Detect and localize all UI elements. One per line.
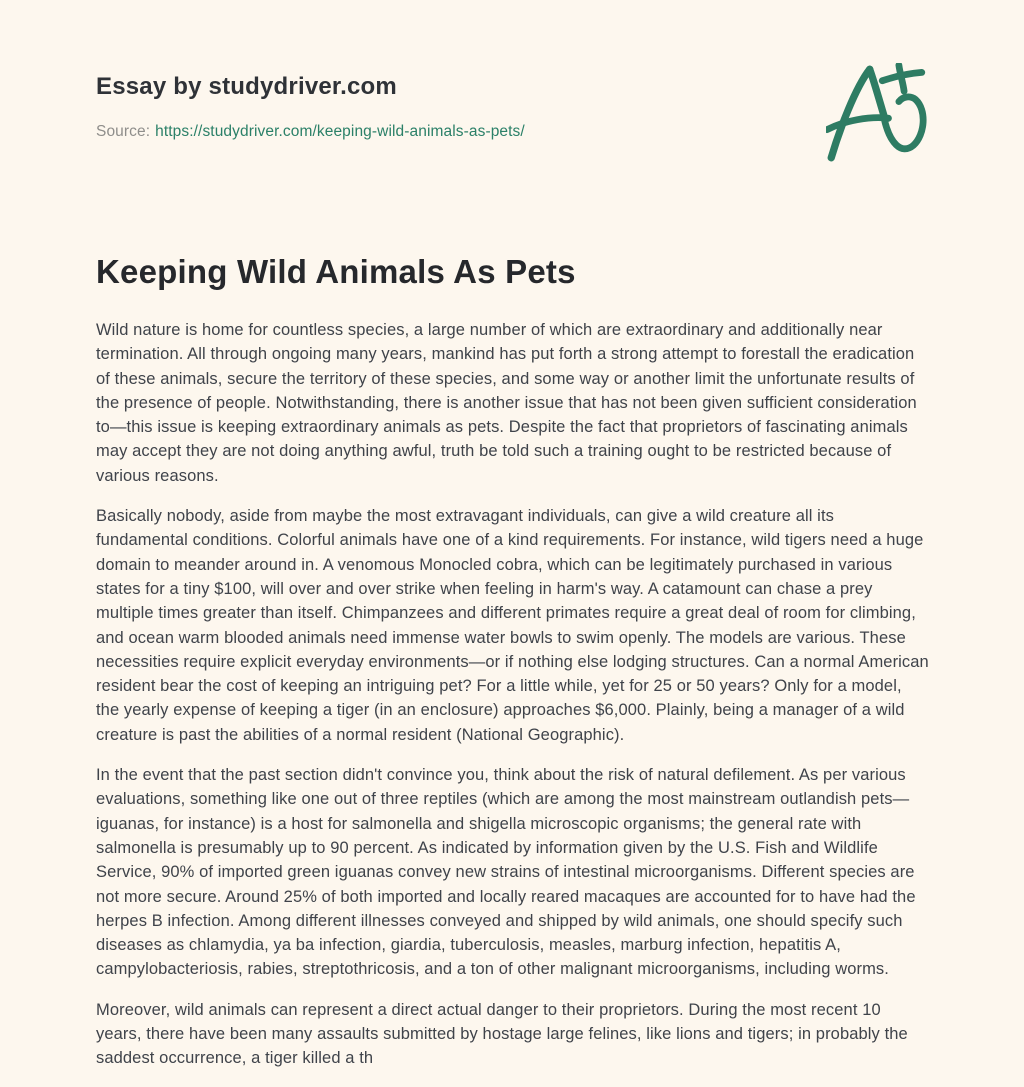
page-title: Keeping Wild Animals As Pets [96,253,576,290]
essay-paragraph-3: In the event that the past section didn't convince you, think about the risk of natural defilement. As per various evaluations, something like one out of three reptiles (which are among the most mainstream outlandish pets—iguanas, for instance) is a host for salmonella and shigella microscopic organisms; the general rate with salmonella is presumably up to 90 percent. As indicated by information given by the U.S. Fish and Wildlife Service, 90% of imported green iguanas convey new strains of intestinal microorganisms. Different species are not more secure. Around 25% of both imported and locally reared macaques are accounted for to have had the herpes B infection. Among different illnesses conveyed and shipped by wild animals, one should specify such diseases as chlamydia, ya ba infection, giardia, tuberculosis, measles, marburg infection, hepatitis A, campylobacteriosis, rabies, streptothricosis, and a ton of other malignant microorganisms, including worms. [96,766,916,979]
essay-paragraph-1: Wild nature is home for countless species, a large number of which are extraordinary and additionally near termination. All through ongoing many years, mankind has put forth a strong attempt to forestall the eradication of these animals, secure the territory of these species, and some way or another limit the unfortunate results of the presence of people. Notwithstanding, there is another issue that has not been given sufficient consideration to—this issue is keeping extraordinary animals as pets. Despite the fact that proprietors of fascinating animals may accept they are not doing anything awful, truth be told such a training ought to be restricted because of various reasons. [96,321,917,485]
source-url-link[interactable]: https://studydriver.com/keeping-wild-animals-as-pets/ [155,123,525,140]
source-line [96,123,525,141]
source-label: Source: [96,123,151,140]
byline-title: Essay by studydriver.com [96,73,397,100]
a-plus-logo-icon [826,63,927,162]
essay-paragraph-2: Basically nobody, aside from maybe the most extravagant individuals, can give a wild creature all its fundamental conditions. Colorful animals have one of a kind requirements. For instance, wild tigers need a huge domain to meander around in. A venomous Monocled cobra, which can be legitimately purchased in various states for a tiny $100, will over and over strike when feeling in harm's way. A catamount can chase a prey multiple times greater than itself. Chimpanzees and different primates require a great deal of room for climbing, and ocean warm blooded animals need immense water bowls to swim openly. The models are various. These necessities require explicit everyday environments—or if nothing else lodging structures. Can a normal American resident bear the cost of keeping an intriguing pet? For a little while, yet for 25 or 50 years? Only for a model, the yearly expense of keeping a tiger (in an enclosure) approaches $6,000. Plainly, being a manager of a wild creature is past the abilities of a normal resident (National Geographic). [96,507,929,744]
essay-paragraph-4-clipped: Moreover, wild animals can represent a direct actual danger to their proprietors. During the most recent 10 years, there have been many assaults submitted by hostage large felines, like lions and tigers; in probably the saddest occurrence, a tiger killed a th [96,1000,908,1068]
essay-article [96,251,929,1087]
